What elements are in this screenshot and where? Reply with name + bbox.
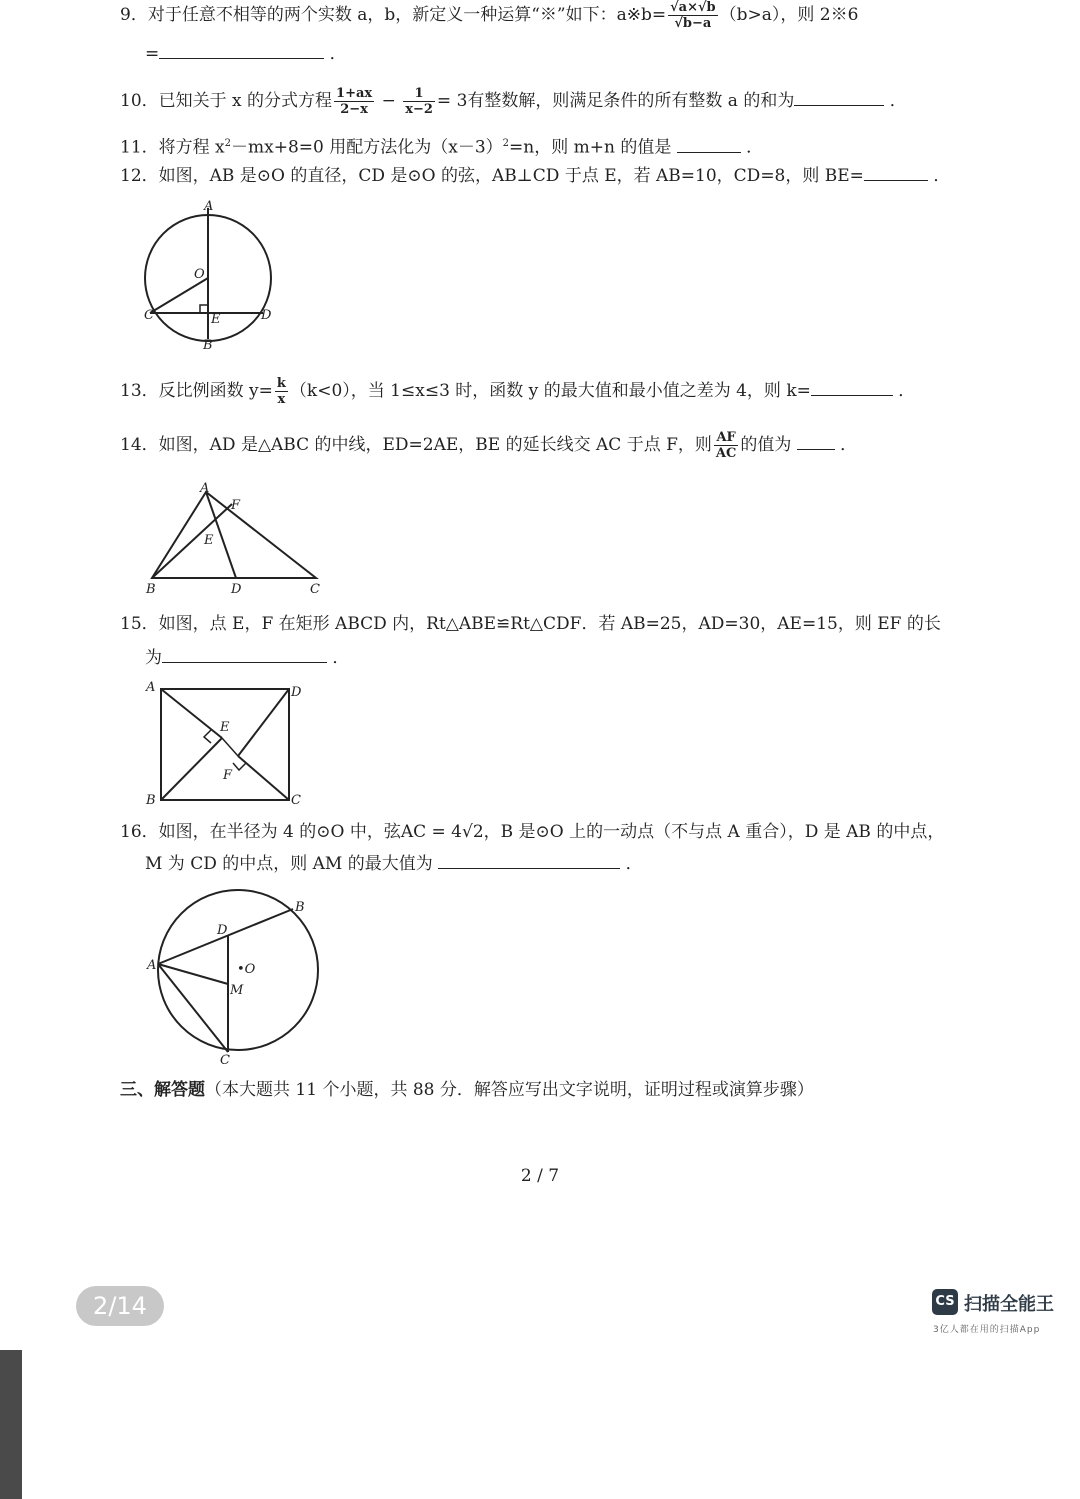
q11-answer-blank[interactable] (677, 152, 741, 153)
q15-label-C: C (291, 793, 301, 808)
q15-label-D: D (291, 685, 302, 700)
q12-label-D: D (261, 308, 272, 323)
q14-label-D: D (231, 582, 242, 597)
q16-label-A: A (147, 958, 157, 973)
camscanner-logo-icon: CS (932, 1289, 958, 1315)
q14-label-C: C (310, 582, 320, 597)
camscanner-app-name: 扫描全能王 (964, 1294, 1054, 1315)
q14-label-F: F (231, 498, 241, 513)
q15-line2: 为 ． (145, 648, 350, 668)
q9-line2: = ． (145, 44, 347, 64)
section3-heading: 三、解答题（本大题共 11 个小题，共 88 分．解答应写出文字说明，证明过程或演算步骤） (120, 1080, 814, 1100)
q16-label-C: C (220, 1053, 230, 1068)
q15-line1: 15．如图，点 E，F 在矩形 ABCD 内，Rt△ABE≌Rt△CDF．若 AB=25，AD=30，AE=15，则 EF 的长 (120, 614, 941, 634)
q12-label-E: E (211, 312, 221, 327)
q16-line1: 16．如图，在半径为 4 的⊙O 中，弦AC = 4√2，B 是⊙O 上的一动点（不与点 A 重合），D 是 AB 的中点， (120, 822, 945, 842)
q9-fraction: $\frac{√a\times√b}{√b-a}$ (670, 0, 716, 31)
q12-circle-figure (130, 196, 290, 356)
q12-label-O: O (194, 267, 205, 282)
q12-label-C: C (144, 308, 154, 323)
q12-answer-blank[interactable] (864, 180, 928, 181)
q16-label-M: M (230, 983, 244, 998)
q12-label-B: B (203, 338, 213, 353)
q14-label-B: B (146, 582, 156, 597)
q10-text: 10．已知关于 x 的分式方程 $\frac{1+ax}{2-x}$ − $\frac{1}{x-2}$ = 3有整数解，则满足条件的所有整数 a 的和为 ． (120, 86, 907, 117)
q10-answer-blank[interactable] (794, 105, 884, 106)
q16-label-O: •O (237, 962, 256, 977)
q14-answer-blank[interactable] (797, 449, 835, 450)
q9-answer-blank[interactable] (159, 58, 324, 59)
q14-label-E: E (204, 533, 214, 548)
q15-rectangle-figure (140, 676, 320, 816)
q12-text: 12．如图，AB 是⊙O 的直径，CD 是⊙O 的弦，AB⊥CD 于点 E，若 AB=10，CD=8，则 BE= ． (120, 166, 951, 186)
q16-label-D: D (217, 923, 228, 938)
q12-label-A: A (204, 199, 214, 214)
q15-answer-blank[interactable] (162, 662, 327, 663)
q13-text: 13．反比例函数 y= $\frac{k}{x}$ （k<0），当 1≤x≤3 时，函数 y 的最大值和最小值之差为 4，则 k= ． (120, 376, 916, 407)
q13-answer-blank[interactable] (811, 395, 893, 396)
left-edge-bar (0, 1350, 22, 1499)
q15-label-B: B (146, 793, 156, 808)
q11-text: 11．将方程 $x^2-mx+8=0$ 用配方法化为$(x-3)^2=n$，则 m+n 的值是 ． (120, 137, 764, 158)
q16-answer-blank[interactable] (438, 868, 620, 869)
q9-line1: 9．对于任意不相等的两个实数 a，b，新定义一种运算“※”如下：a※b= $\frac{√a\times√b}{√b-a}$ （b>a），则 2※6 (120, 0, 859, 31)
q15-label-E: E (220, 720, 230, 735)
q16-circle-figure (140, 884, 340, 1074)
q14-triangle-figure (140, 474, 340, 604)
q14-label-A: A (200, 481, 210, 496)
q15-label-A: A (146, 680, 156, 695)
q16-line2: M 为 CD 的中点，则 AM 的最大值为 ． (145, 854, 643, 874)
page-number: 2 / 7 (520, 1166, 560, 1186)
q16-label-B: B (295, 900, 305, 915)
q14-text: 14．如图，AD 是△ABC 的中线，ED=2AE，BE 的延长线交 AC 于点 F，则 $\frac{AF}{AC}$ 的值为 ． (120, 430, 858, 461)
page-indicator: 2/14 (76, 1286, 164, 1326)
camscanner-tagline: 3亿人都在用的扫描App (933, 1325, 1041, 1335)
q15-label-F: F (223, 768, 233, 783)
